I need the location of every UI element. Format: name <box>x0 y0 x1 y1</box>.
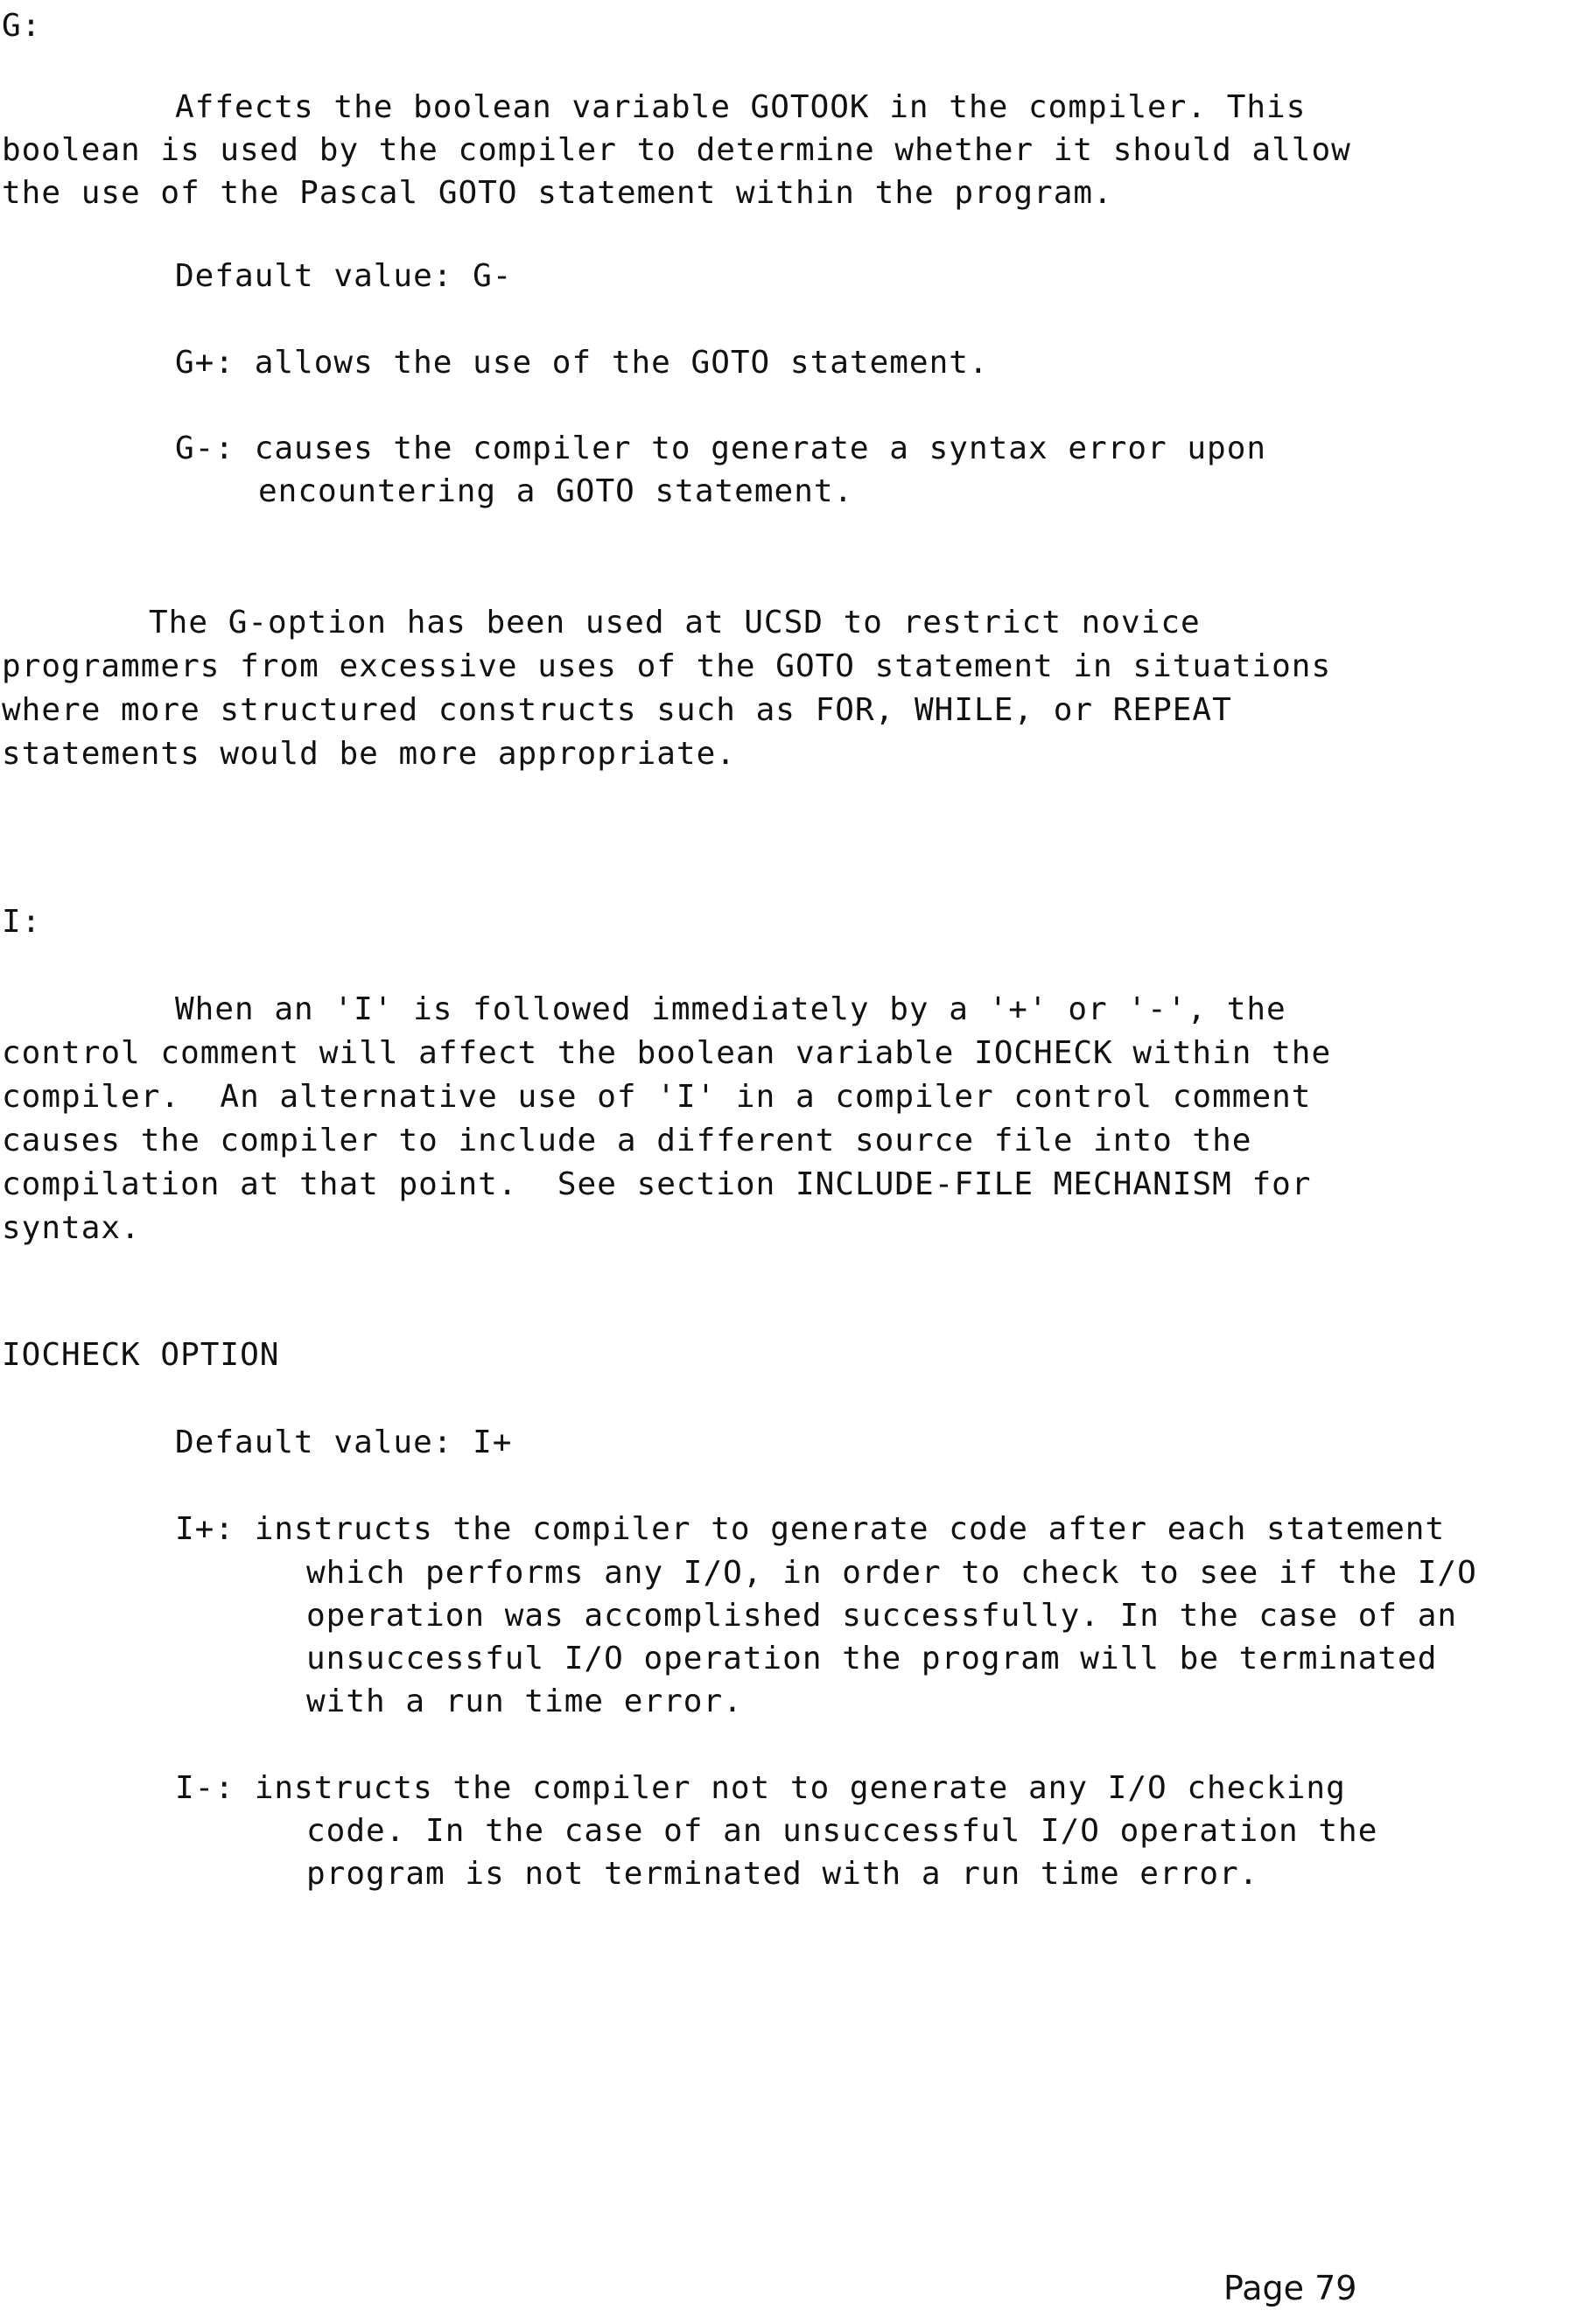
g-plus-option: G+: allows the use of the GOTO statement. <box>175 345 989 381</box>
iocheck-option-heading: IOCHECK OPTION <box>2 1337 280 1373</box>
section-i-description-line: control comment will affect the boolean variable IOCHECK within the <box>2 1035 1332 1071</box>
section-i-description-line: causes the compiler to include a different source file into the <box>2 1123 1252 1158</box>
section-g-note-line: The G-option has been used at UCSD to restrict novice <box>149 605 1201 640</box>
i-plus-option-line: which performs any I/O, in order to check to see if the I/O <box>306 1555 1477 1591</box>
section-g-note-line: where more structured constructs such as FOR, WHILE, or REPEAT <box>2 692 1232 728</box>
section-i-description-line: compiler. An alternative use of 'I' in a compiler control comment <box>2 1079 1312 1115</box>
section-i-description-line: compilation at that point. See section INCLUDE-FILE MECHANISM for <box>2 1166 1312 1202</box>
i-plus-option-line: I+: instructs the compiler to generate code after each statement <box>175 1511 1446 1547</box>
section-g-note-line: programmers from excessive uses of the GOTO statement in situations <box>2 648 1332 684</box>
section-g-description-line: the use of the Pascal GOTO statement within the program. <box>2 175 1113 211</box>
section-g-description-line: boolean is used by the compiler to determine whether it should allow <box>2 132 1351 168</box>
i-plus-option-line: unsuccessful I/O operation the program will be terminated <box>306 1641 1438 1676</box>
i-plus-option-line: operation was accomplished successfully. In the case of an <box>306 1598 1458 1634</box>
section-g-note-line: statements would be more appropriate. <box>2 736 736 772</box>
iocheck-default-value: Default value: I+ <box>175 1424 513 1460</box>
g-minus-option-line: G-: causes the compiler to generate a syntax error upon <box>175 430 1267 466</box>
section-g-description-line: Affects the boolean variable GOTOOK in the compiler. This <box>175 89 1307 125</box>
section-g-heading: G: <box>2 8 42 44</box>
section-i-description-line: syntax. <box>2 1210 141 1246</box>
section-i-description-line: When an 'I' is followed immediately by a '+' or '-', the <box>175 991 1286 1027</box>
g-minus-option-line: encountering a GOTO statement. <box>258 473 854 509</box>
i-minus-option-line: program is not terminated with a run time error. <box>306 1856 1259 1892</box>
i-minus-option-line: code. In the case of an unsuccessful I/O operation the <box>306 1813 1378 1849</box>
i-minus-option-line: I-: instructs the compiler not to generate any I/O checking <box>175 1770 1346 1806</box>
section-g-default-value: Default value: G- <box>175 258 513 294</box>
section-i-heading: I: <box>2 904 42 940</box>
page-number: Page 79 <box>1223 2269 1357 2307</box>
i-plus-option-line: with a run time error. <box>306 1684 743 1719</box>
